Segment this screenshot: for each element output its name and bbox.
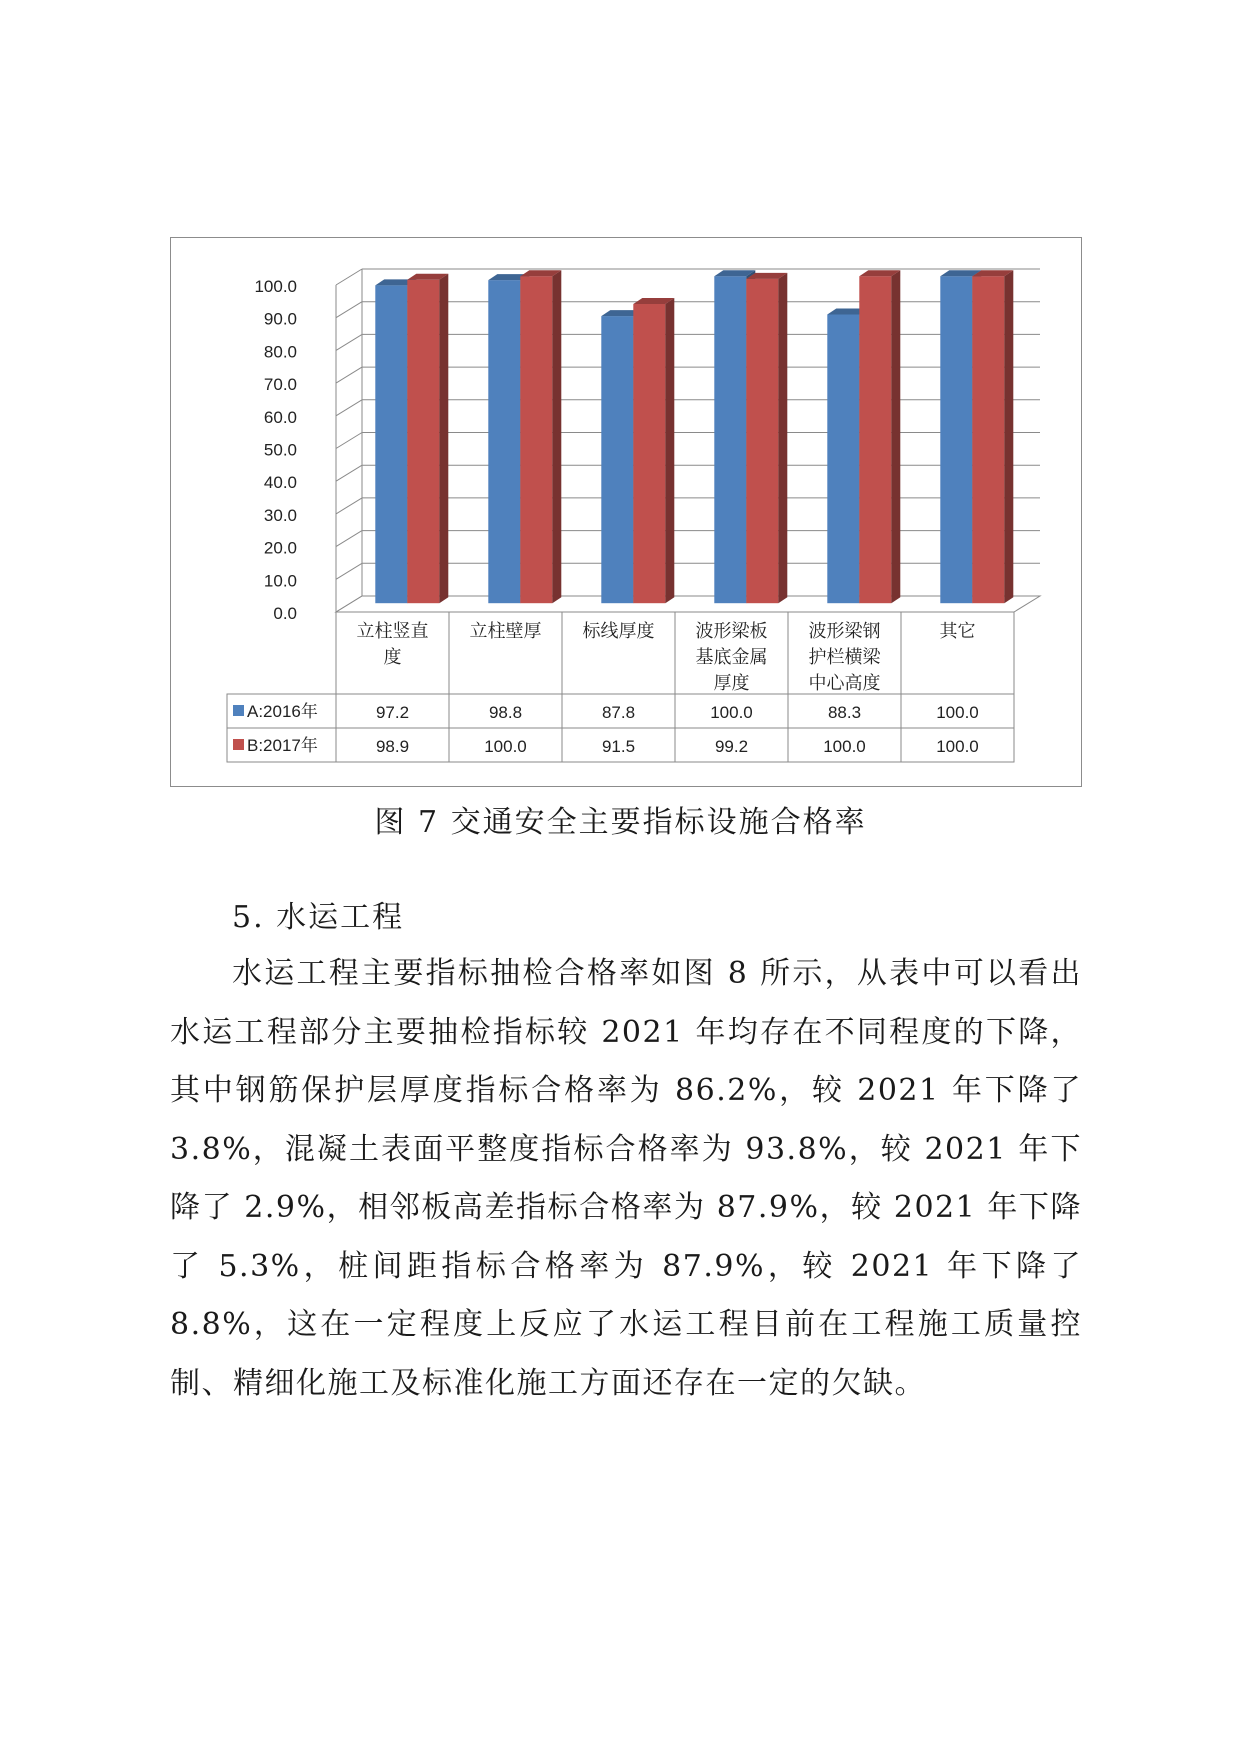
data-label: 98.9 (375, 737, 410, 756)
bar-side (778, 273, 787, 603)
chart-frame (170, 237, 1082, 787)
x-category-label: 标线厚度 (582, 621, 655, 641)
x-category-label: 波形梁钢 (808, 621, 881, 641)
grid-diagonal (336, 563, 362, 579)
legend-swatch (233, 739, 244, 750)
data-label: 87.8 (601, 703, 636, 722)
data-label: 97.2 (375, 703, 410, 722)
y-tick-label: 60.0 (263, 407, 297, 427)
grid-diagonal (336, 302, 362, 318)
bar (746, 279, 778, 603)
grid-diagonal (336, 433, 362, 449)
bar (375, 285, 407, 603)
bar (714, 276, 746, 603)
y-tick-label: 70.0 (263, 375, 297, 395)
legend-swatch (233, 705, 244, 716)
bar (520, 276, 552, 603)
section-heading: 5. 水运工程 (232, 900, 405, 935)
bar-side (1004, 270, 1013, 603)
legend-label: A:2016年 (247, 702, 318, 721)
bar (407, 280, 439, 603)
y-tick-label: 80.0 (263, 342, 297, 362)
data-label: 100.0 (823, 737, 866, 756)
figure-caption: 图 7 交通安全主要指标设施合格率 (374, 805, 867, 840)
grid-diagonal (336, 367, 362, 383)
x-category-label: 立柱壁厚 (469, 621, 542, 641)
y-tick-label: 20.0 (263, 538, 297, 558)
grid-diagonal (336, 531, 362, 547)
x-category-label: 其它 (939, 621, 976, 641)
data-label: 100.0 (710, 703, 753, 722)
body-paragraph: 水运工程主要指标抽检合格率如图 8 所示，从表中可以看出水运工程部分主要抽检指标较 2021 年均存在不同程度的下降，其中钢筋保护层厚度指标合格率为 86.2%，较 2021 年下降了 3.8%，混凝土表面平整度指标合格率为 93.8%，较 2021 年下降了 2.9%，相邻板高差指标合格率为 87.9%，较 2021 年下降了 5.3%，桩间距指标合格率为 87.9%，较 2021 年下降了 8.8%，这在一定程度上反应了水运工程目前在工程施工质量控制、精细化施工及标准化施工方面还存在一定的欠缺。 (170, 956, 1082, 1401)
grid-diagonal (336, 334, 362, 350)
x-category-label: 厚度 (713, 673, 750, 693)
legend-label: B:2017年 (247, 736, 318, 755)
bar (972, 276, 1004, 603)
bar (601, 316, 633, 603)
grid-diagonal (336, 400, 362, 416)
data-label: 100.0 (484, 737, 527, 756)
x-category-label: 中心高度 (808, 673, 881, 693)
bar (940, 276, 972, 603)
x-category-label: 护栏横梁 (808, 647, 881, 667)
x-category-label: 度 (383, 647, 402, 667)
bar (859, 276, 891, 603)
bar-side (439, 274, 448, 603)
y-tick-label: 90.0 (263, 309, 297, 329)
y-tick-label: 50.0 (263, 440, 297, 460)
x-category-label: 基底金属 (695, 647, 768, 667)
data-label: 88.3 (827, 703, 862, 722)
y-tick-label: 10.0 (263, 571, 297, 591)
y-tick-label: 100.0 (254, 277, 297, 296)
data-label: 99.2 (714, 737, 749, 756)
x-category-label: 波形梁板 (695, 621, 768, 641)
data-label: 100.0 (936, 703, 979, 722)
bar-chart (171, 238, 1083, 788)
data-label: 98.8 (488, 703, 523, 722)
grid-diagonal (336, 269, 362, 285)
grid-diagonal (336, 465, 362, 481)
bar-side (552, 270, 561, 603)
bar (633, 304, 665, 603)
x-category-label: 立柱竖直 (356, 621, 429, 641)
y-tick-label: 0.0 (273, 604, 297, 623)
bar-side (665, 298, 674, 603)
data-label: 91.5 (601, 737, 636, 756)
data-label: 100.0 (936, 737, 979, 756)
y-tick-label: 30.0 (263, 505, 297, 525)
bar-side (891, 270, 900, 603)
y-tick-label: 40.0 (263, 473, 297, 493)
bar (827, 314, 859, 603)
bar (488, 280, 520, 603)
grid-diagonal (336, 498, 362, 514)
